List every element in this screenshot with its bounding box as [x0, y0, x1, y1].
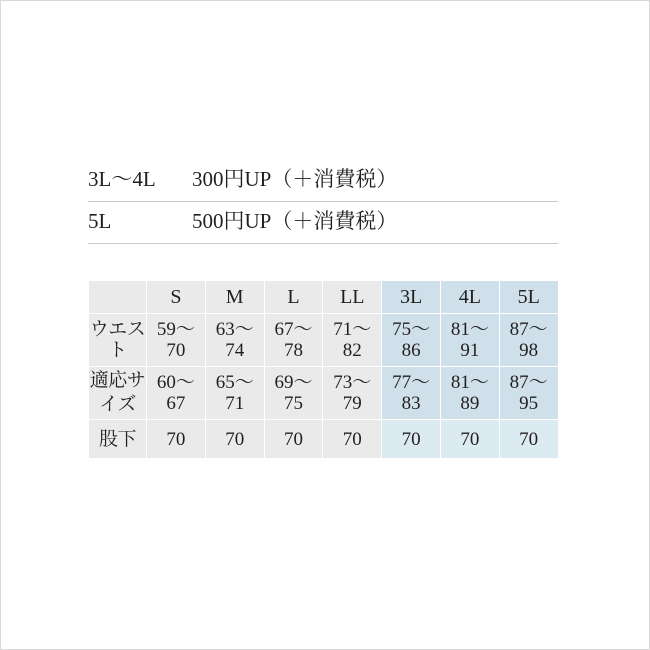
cell-waist-5l	[499, 314, 558, 367]
cell-fit-s	[147, 367, 206, 420]
cell-value-top: 67〜	[274, 319, 313, 341]
cell-fit-m	[205, 367, 264, 420]
row-label-inseam: 股下	[89, 420, 147, 459]
cell-fit-ll	[323, 367, 382, 420]
cell-value-top: 87〜	[509, 319, 548, 341]
cell-inseam-l: 70	[264, 420, 323, 459]
price-note-desc: 300円UP（＋消費税）	[192, 167, 398, 191]
cell-value-bottom: 95	[519, 393, 539, 415]
cell-value-bottom: 91	[460, 340, 480, 362]
cell-waist-m	[205, 314, 264, 367]
cell-inseam-s: 70	[147, 420, 206, 459]
cell-waist-ll	[323, 314, 382, 367]
cell-value-bottom: 78	[283, 340, 303, 362]
size-table-corner	[89, 281, 147, 314]
size-column-header-5l: 5L	[499, 281, 558, 314]
size-column-header-4l: 4L	[440, 281, 499, 314]
cell-value-bottom: 98	[519, 340, 539, 362]
size-column-header-3l: 3L	[382, 281, 441, 314]
cell-inseam-3l: 70	[382, 420, 441, 459]
cell-waist-s	[147, 314, 206, 367]
cell-value-top: 81〜	[450, 319, 489, 341]
price-note-row	[88, 160, 558, 202]
cell-value-bottom: 75	[283, 393, 303, 415]
cell-value-bottom: 82	[342, 340, 362, 362]
cell-value-bottom: 83	[401, 393, 421, 415]
cell-inseam-5l: 70	[499, 420, 558, 459]
price-note-size: 3L〜4L	[88, 167, 156, 191]
cell-value-top: 75〜	[392, 319, 431, 341]
cell-value-top: 81〜	[450, 372, 489, 394]
cell-waist-4l	[440, 314, 499, 367]
price-note-row	[88, 202, 558, 244]
size-measurement-table	[88, 280, 559, 459]
price-note-desc: 500円UP（＋消費税）	[192, 209, 398, 234]
size-column-header-ll: LL	[323, 281, 382, 314]
row-label-waist: ウエスト	[89, 314, 147, 367]
price-note-size: 5L	[88, 209, 112, 234]
cell-value-bottom: 74	[225, 340, 245, 362]
cell-value-top: 60〜	[156, 372, 195, 394]
table-row	[89, 367, 559, 420]
cell-fit-4l	[440, 367, 499, 420]
cell-fit-l	[264, 367, 323, 420]
cell-inseam-m: 70	[205, 420, 264, 459]
size-chart-content	[88, 160, 568, 459]
size-column-header-l: L	[264, 281, 323, 314]
size-table-header-row	[89, 281, 559, 314]
cell-fit-3l	[382, 367, 441, 420]
cell-value-top: 69〜	[274, 372, 313, 394]
cell-inseam-ll: 70	[323, 420, 382, 459]
cell-fit-5l	[499, 367, 558, 420]
cell-value-bottom: 71	[225, 393, 245, 415]
row-label-line-1: 適応サ	[89, 369, 146, 391]
table-row	[89, 314, 559, 367]
cell-value-bottom: 70	[166, 340, 186, 362]
cell-value-top: 65〜	[215, 372, 254, 394]
cell-waist-l	[264, 314, 323, 367]
cell-waist-3l	[382, 314, 441, 367]
cell-value-bottom: 89	[460, 393, 480, 415]
cell-value-bottom: 67	[166, 393, 186, 415]
cell-inseam-4l: 70	[440, 420, 499, 459]
cell-value-bottom: 79	[342, 393, 362, 415]
cell-value-top: 59〜	[156, 319, 195, 341]
cell-value-top: 71〜	[333, 319, 372, 341]
row-label-line-2: イズ	[99, 394, 136, 416]
row-label-fit-size	[89, 367, 147, 420]
price-notes-table	[88, 160, 558, 244]
table-row	[89, 420, 559, 459]
size-column-header-m: M	[205, 281, 264, 314]
cell-value-top: 63〜	[215, 319, 254, 341]
cell-value-top: 73〜	[333, 372, 372, 394]
cell-value-top: 77〜	[392, 372, 431, 394]
cell-value-top: 87〜	[509, 372, 548, 394]
cell-value-bottom: 86	[401, 340, 421, 362]
size-column-header-s: S	[147, 281, 206, 314]
